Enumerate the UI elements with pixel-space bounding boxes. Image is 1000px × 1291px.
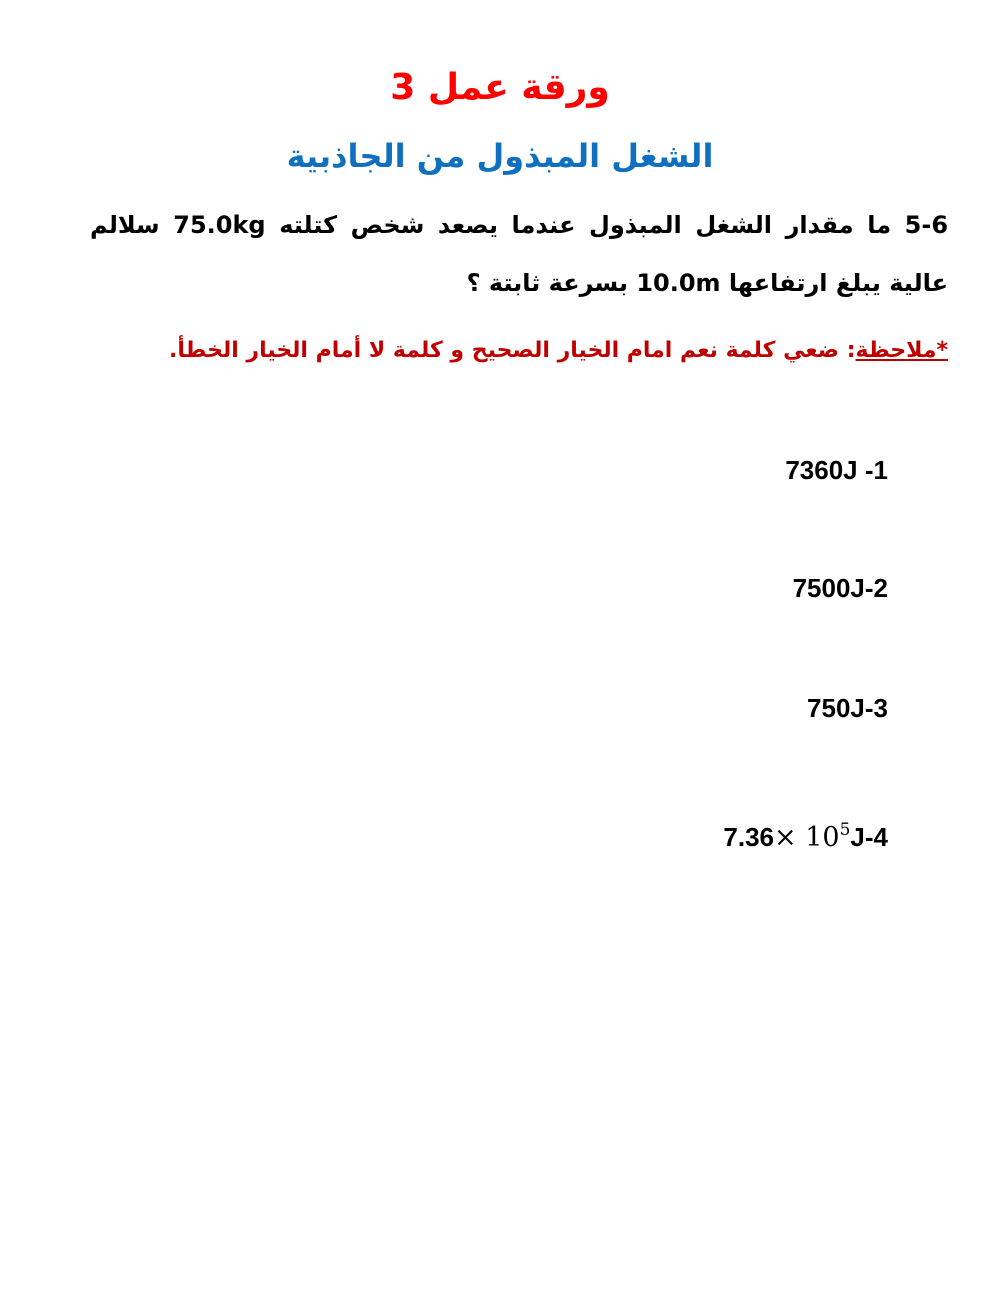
option-4-suffix: J-4 bbox=[850, 822, 888, 852]
option-2: 7500J-2 bbox=[792, 573, 888, 603]
option-4-times: × bbox=[774, 822, 797, 853]
option-4-exponent: 5 bbox=[839, 820, 851, 840]
worksheet-subtitle: الشغل المبذول من الجاذبية bbox=[286, 137, 714, 175]
question-text: 5-6 ما مقدار الشغل المبذول عندما يصعد شخص كتلته 75.0kg سلالم عالية يبلغ ارتفاعها 10.0m بسرعة ثابتة ؟ bbox=[90, 211, 949, 297]
note-colon: : bbox=[846, 338, 856, 363]
option-4 bbox=[723, 800, 888, 868]
worksheet-title: ورقة عمل 3 bbox=[390, 67, 610, 108]
option-4-base: 10 bbox=[805, 822, 840, 853]
note-label: *ملاحظة bbox=[855, 338, 948, 363]
option-1: 7360J -1 bbox=[785, 455, 888, 485]
option-4-coefficient: 7.36 bbox=[723, 822, 775, 852]
note-text: ضعي كلمة نعم امام الخيار الصحيح و كلمة لا أمام الخيار الخطأ. bbox=[169, 338, 847, 363]
option-3: 750J-3 bbox=[807, 693, 888, 723]
option-4-power bbox=[797, 822, 851, 853]
instruction-note bbox=[90, 326, 948, 376]
